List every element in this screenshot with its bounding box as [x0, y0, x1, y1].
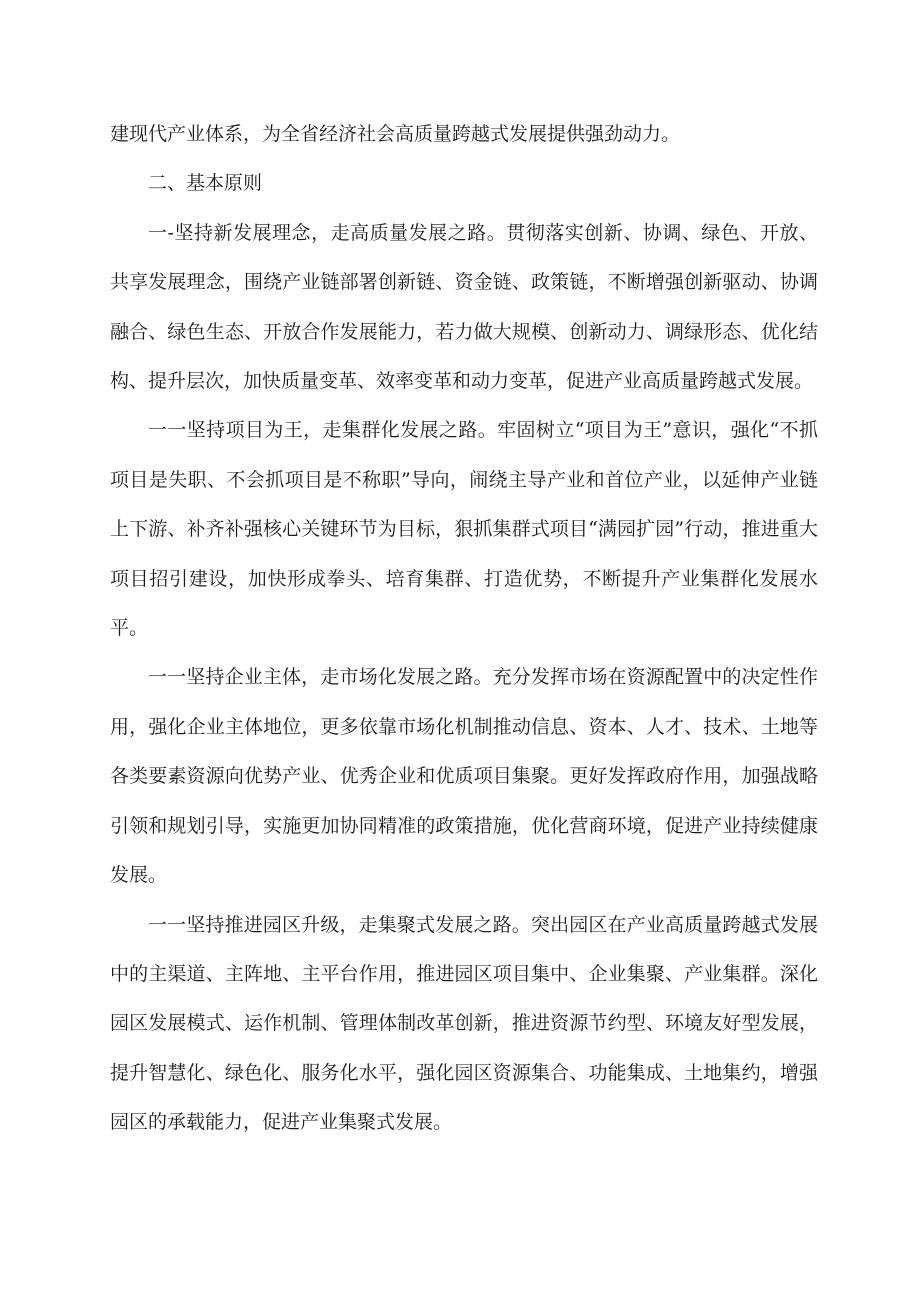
paragraph-principle-2: 一一坚持项目为王，走集群化发展之路。牢固树立“项目为王”意识，强化“不抓项目是失职、不会抓项目是不称职”导向，闹绕主导产业和首位产业，以延伸产业链上下游、补齐补强核心关键环节为目标，狠抓集群式项目“满园扩园”行动，推进重大项目招引建设，加快形成拳头、培育集群、打造优势，不断提升产业集群化发展水平。	[110, 419, 818, 640]
paragraph-principle-1: 一-坚持新发展理念，走高质量发展之路。贯彻落实创新、协调、绿色、开放、共享发展理念，围绕产业链部署创新链、资金链、政策链，不断增强创新驱动、协调融合、绿色生态、开放合作发展能力，若力做大规模、创新动力、调绿形态、优化结构、提升层次，加快质量变革、效率变革和动力变革，促进产业高质量跨越式发展。	[110, 221, 818, 393]
paragraph-principle-4: 一一坚持推进园区升级，走集聚式发展之路。突出园区在产业高质量跨越式发展中的主渠道、主阵地、主平台作用，推进园区项目集中、企业集聚、产业集群。深化园区发展模式、运作机制、管理体制改革创新，推进资源节约型、环境友好型发展，提升智慧化、绿色化、服务化水平，强化园区资源集合、功能集成、土地集约，增强园区的承载能力，促进产业集聚式发展。	[110, 913, 818, 1134]
paragraph-continuation: 建现代产业体系，为全省经济社会高质量跨越式发展提供强劲动力。	[110, 123, 681, 145]
paragraph-principle-3: 一一坚持企业主体，走市场化发展之路。充分发挥市场在资源配置中的决定性作用，强化企业主体地位，更多依靠市场化机制推动信息、资本、人才、技术、土地等各类要素资源向优势产业、优秀企业和优质项目集聚。更好发挥政府作用，加强战略引领和规划引导，实施更加协同精准的政策措施，优化营商环境，促进产业持续健康发展。	[110, 666, 818, 887]
section-heading: 二、基本原则	[148, 172, 263, 195]
document-body	[110, 110, 818, 1148]
